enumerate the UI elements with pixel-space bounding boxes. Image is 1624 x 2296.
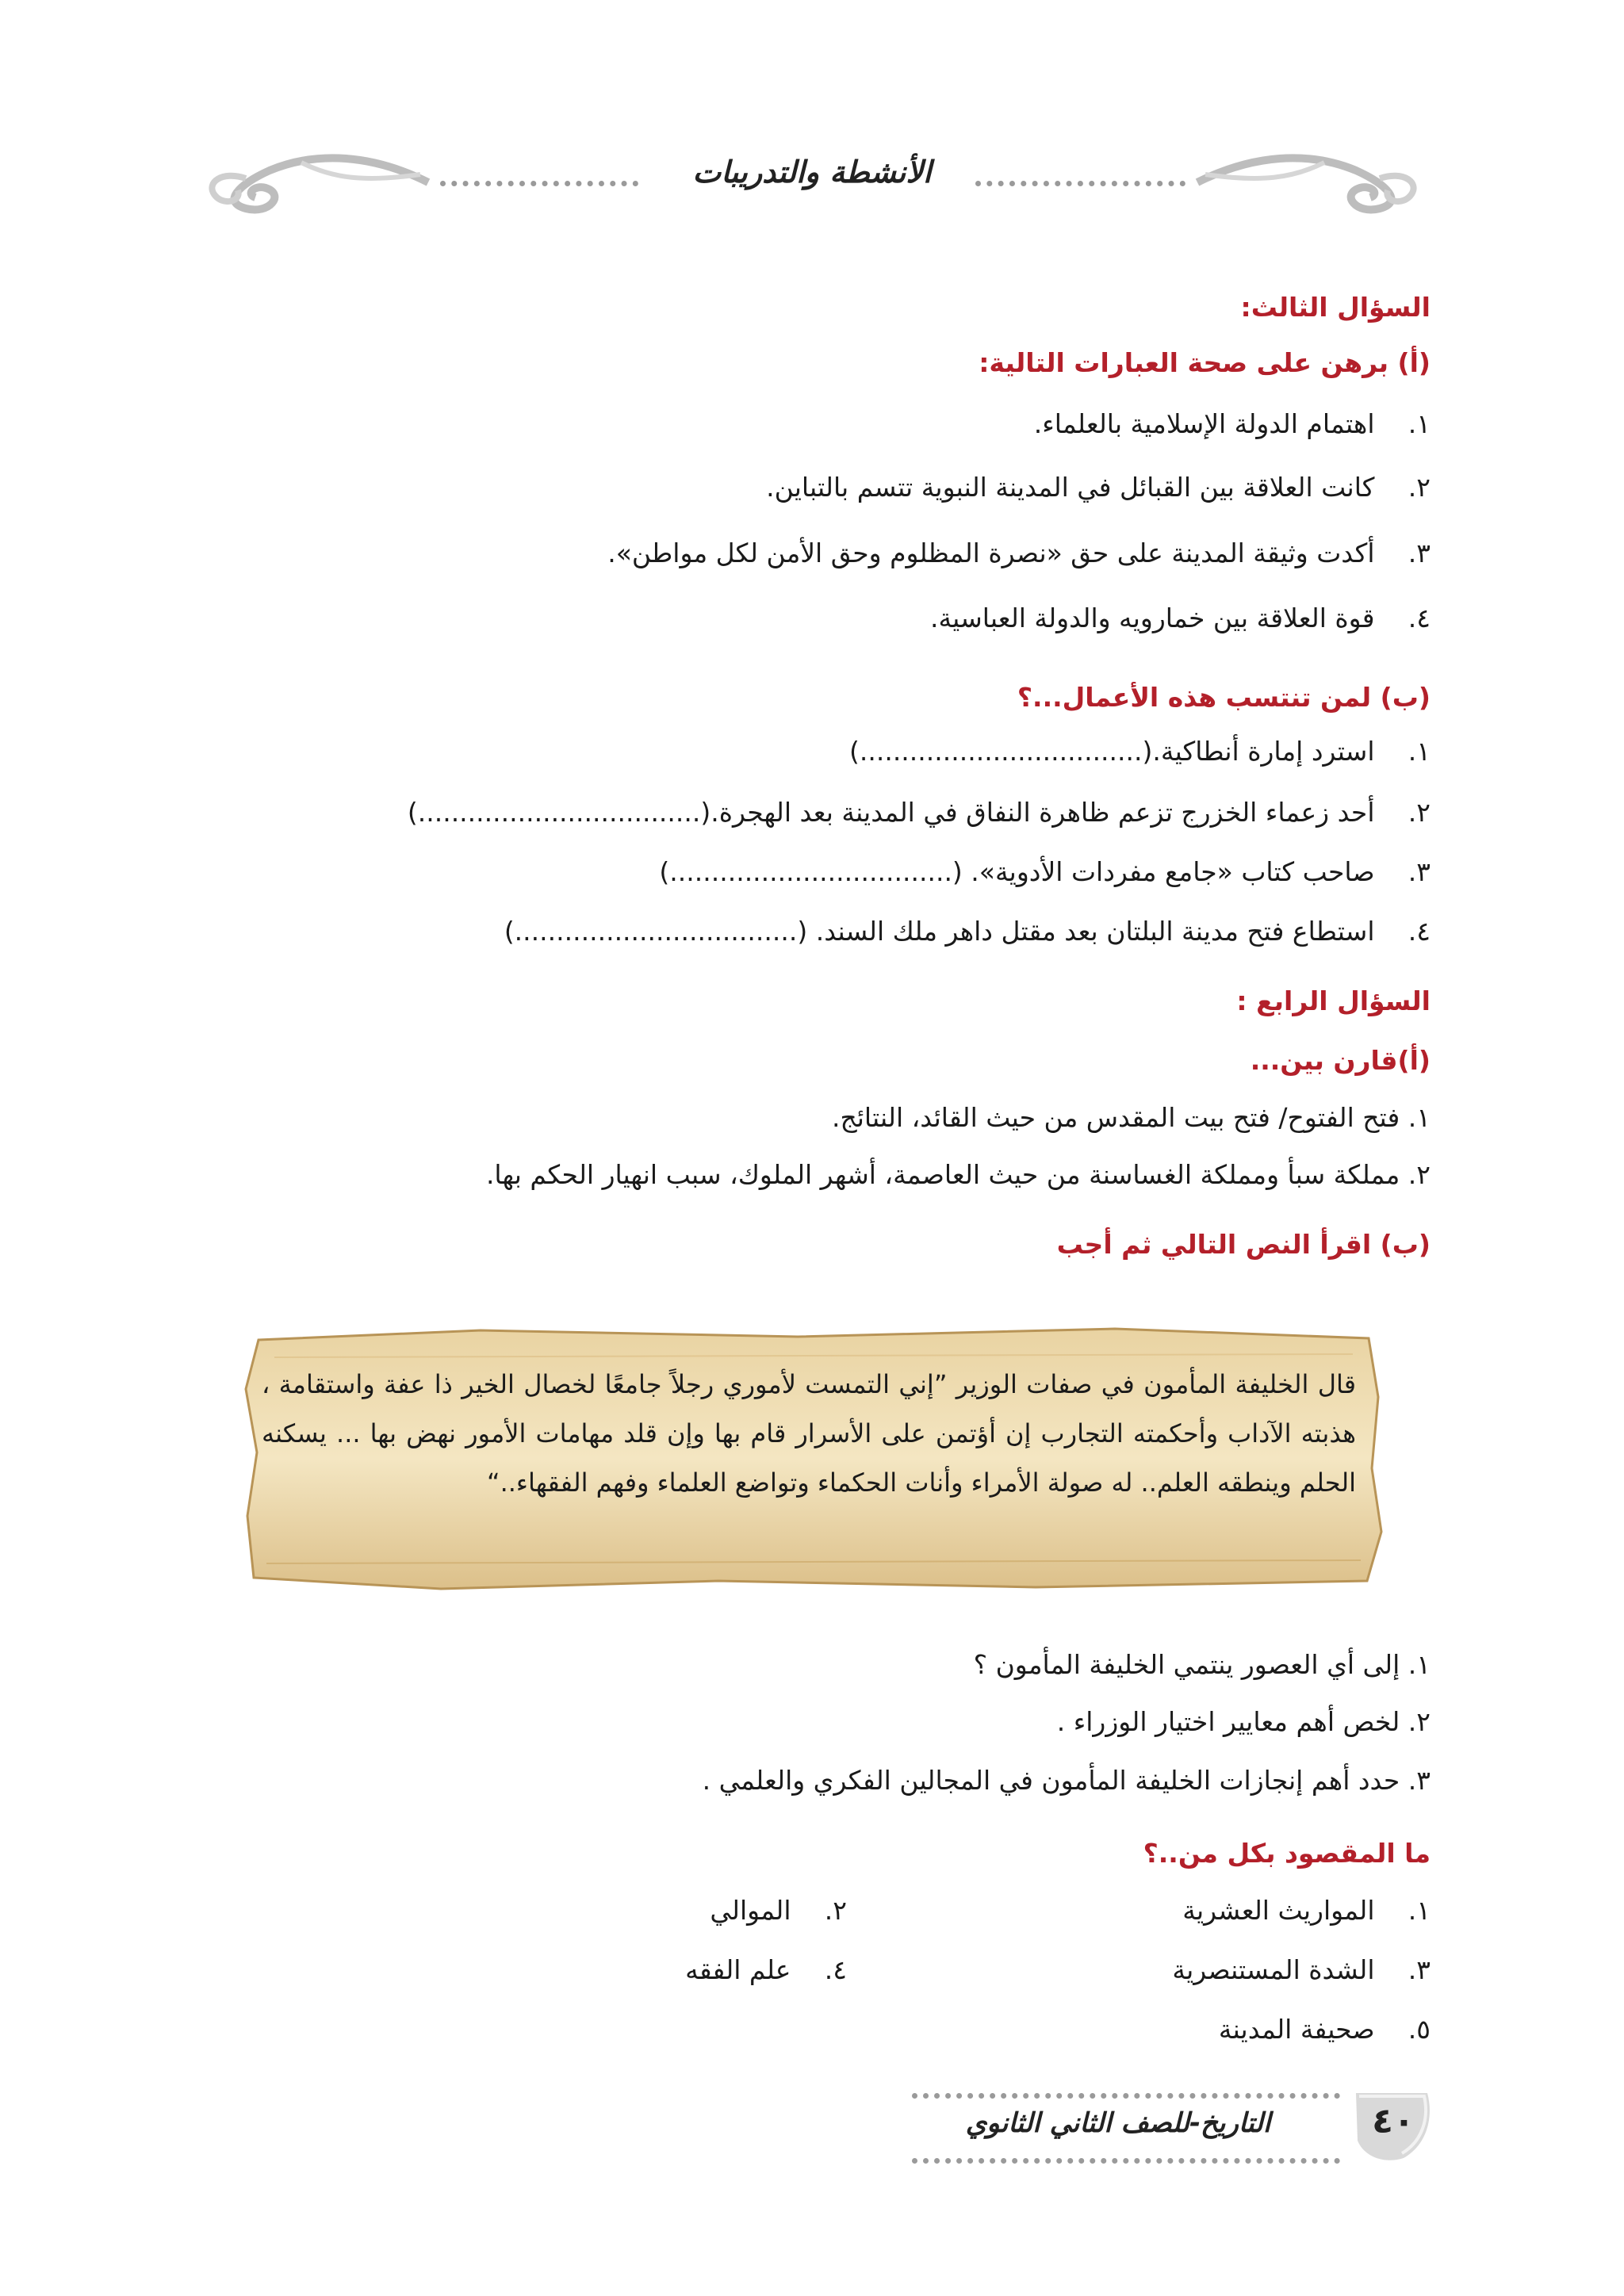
q3-b-item: ١. استرد إمارة أنطاكية.(..................................) bbox=[848, 736, 1431, 767]
term-item: ٢. الموالي bbox=[710, 1895, 847, 1926]
footer-book-title: التاريخ-للصف الثاني الثانوي bbox=[965, 2107, 1271, 2139]
q4-title: السؤال الرابع : bbox=[1236, 985, 1431, 1016]
passage-question: ٢. لخص أهم معايير اختيار الوزراء . bbox=[1056, 1706, 1431, 1737]
q4-a-item: ١. فتح الفتوح/ فتح بيت المقدس من حيث القائد، النتائج. bbox=[831, 1102, 1431, 1133]
q3-title: السؤال الثالث: bbox=[1240, 292, 1431, 323]
footer-dotted-line-top bbox=[912, 2093, 1340, 2099]
passage-text: قال الخليفة المأمون في صفات الوزير ”إني التمست لأموري رجلاً جامعًا لخصال الخير ذا عفة واستقامة ، هذبته الآداب وأحكمته التجارب إن أؤتمن على الأسرار قام بها وإن قلد مهامات الأمور نهض بها ... يسكنه الحلم وينطقه العلم.. له صولة الأمراء وأنات الحكماء وتواضع العلماء وفهم الفقهاء..“ bbox=[262, 1369, 1356, 1498]
page-number: ٤٠ bbox=[1372, 2101, 1415, 2141]
q3-b-item: ٣. صاحب كتاب «جامع مفردات الأدوية». (..................................) bbox=[659, 856, 1431, 887]
term-item: ٣. الشدة المستنصرية bbox=[1172, 1954, 1431, 1985]
q3-b-title: (ب) لمن تنتسب هذه الأعمال...؟ bbox=[1017, 682, 1431, 713]
term-item: ٥. صحيفة المدينة bbox=[1218, 2014, 1431, 2045]
q4-a-title: (أ)قارن بين... bbox=[1250, 1045, 1431, 1076]
passage-question: ٣. حدد أهم إنجازات الخليفة المأمون في المجالين الفكري والعلمي . bbox=[702, 1765, 1431, 1796]
q3-a-item: ١. اهتمام الدولة الإسلامية بالعلماء. bbox=[1033, 408, 1431, 439]
q4-a-item: ٢. مملكة سبأ ومملكة الغساسنة من حيث العاصمة، أشهر الملوك، سبب انهيار الحكم بها. bbox=[485, 1159, 1431, 1190]
footer-dotted-line-bottom bbox=[912, 2158, 1340, 2164]
terms-title: ما المقصود بكل من..؟ bbox=[1143, 1838, 1431, 1869]
header-title: الأنشطة والتدريبات bbox=[692, 155, 932, 189]
q3-a-title: (أ) برهن على صحة العبارات التالية: bbox=[979, 347, 1431, 378]
q3-a-item: ٣. أكدت وثيقة المدينة على حق «نصرة المظلوم وحق الأمن لكل مواطن». bbox=[607, 538, 1431, 568]
q3-a-item: ٤. قوة العلاقة بين خمارويه والدولة العباسية. bbox=[929, 603, 1431, 633]
q4-b-title: (ب) اقرأ النص التالي ثم أجب bbox=[1056, 1229, 1431, 1260]
passage-question: ١. إلى أي العصور ينتمي الخليفة المأمون ؟ bbox=[973, 1649, 1431, 1680]
term-item: ٤. علم الفقه bbox=[685, 1954, 847, 1985]
q3-b-item: ٢. أحد زعماء الخزرج تزعم ظاهرة النفاق في المدينة بعد الهجرة.(..................................) bbox=[407, 797, 1431, 828]
q3-a-item: ٢. كانت العلاقة بين القبائل في المدينة النبوية تتسم بالتباين. bbox=[766, 472, 1431, 503]
q3-b-item: ٤. استطاع فتح مدينة البلتان بعد مقتل داهر ملك السند. (..................................) bbox=[504, 916, 1431, 947]
term-item: ١. المواريث العشرية bbox=[1182, 1895, 1431, 1926]
